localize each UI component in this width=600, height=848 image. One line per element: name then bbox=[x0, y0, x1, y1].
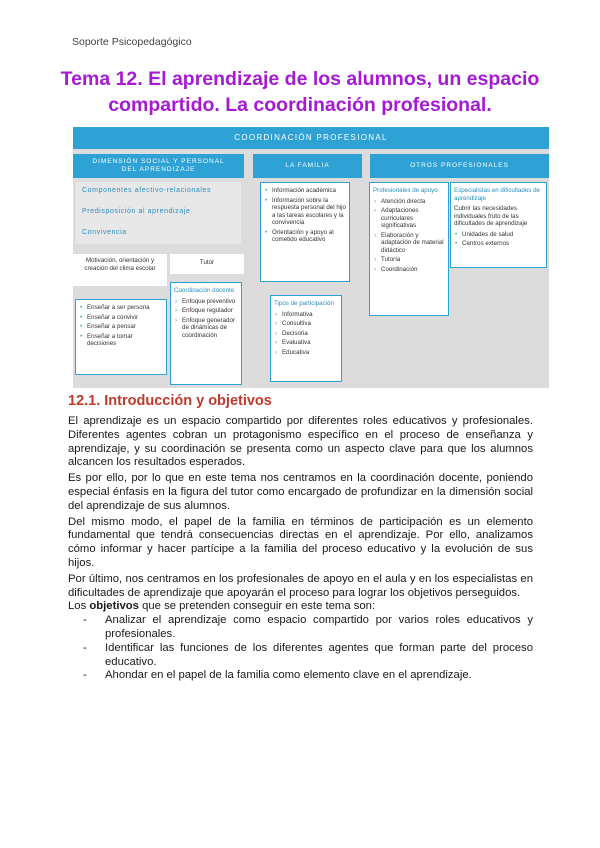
participation-box bbox=[270, 295, 342, 382]
page-header: Soporte Psicopedagógico bbox=[72, 36, 192, 48]
title-line-1: Tema 12. El aprendizaje de los alumnos, un espacio bbox=[60, 68, 540, 90]
objective-text: Ahondar en el papel de la familia como elemento clave en el aprendizaje. bbox=[105, 669, 472, 682]
paragraph-1: El aprendizaje es un espacio compartido por diferentes roles educativos y profesionales. Diferentes agentes cobran un protagonismo específico en el proceso de enseñanza y aprendizaje, y su coordinación se presenta como un aspecto clave para que los alumnos alcancen los resultados esperados. bbox=[68, 415, 533, 469]
objective-item bbox=[83, 669, 533, 683]
list-item: › Enfoque preventivo bbox=[174, 298, 238, 306]
list-item: › Coordinación bbox=[373, 266, 445, 274]
coordination-diagram bbox=[73, 127, 549, 388]
dash-marker: - bbox=[83, 669, 87, 682]
support-title: Profesionales de apoyo bbox=[373, 187, 438, 194]
teacher-coordination-box bbox=[170, 282, 242, 385]
objective-item bbox=[83, 614, 533, 642]
list-item: › Elaboración y adaptación de material didáctico bbox=[373, 232, 445, 255]
list-item: › Adaptaciones curriculares significativas bbox=[373, 207, 445, 230]
social-item-2: Predisposición al aprendizaje bbox=[82, 208, 191, 215]
family-info-box bbox=[260, 182, 350, 282]
list-item: › Atención directa bbox=[373, 198, 445, 206]
participation-title: Tipos de participación bbox=[274, 300, 334, 307]
social-item-3: Convivencia bbox=[82, 229, 127, 236]
specialists-box bbox=[450, 182, 547, 268]
tutor-box: Tutor bbox=[170, 254, 244, 274]
list-item: › Tutoría bbox=[373, 256, 445, 264]
list-item: › Consultiva bbox=[274, 320, 338, 328]
dash-marker: - bbox=[83, 614, 87, 627]
objectives-intro-pre: Los bbox=[68, 600, 90, 613]
teaching-goals-box bbox=[75, 299, 167, 375]
list-item: • Orientación y apoyo al cometido educativo bbox=[264, 229, 346, 244]
paragraph-4: Por último, nos centramos en los profesionales de apoyo en el aula y en los especialistas en dificultades de aprendizaje que apoyarán el proceso para lograr los objetivos perseguidos. bbox=[68, 572, 533, 599]
objectives-intro bbox=[68, 600, 533, 614]
list-item: › Enfoque generador de dinámicas de coordinación bbox=[174, 317, 238, 340]
social-components-box bbox=[76, 182, 241, 244]
list-item: › Evaluativa bbox=[274, 339, 338, 347]
specialists-text: Cubrir las necesidades individuales fruto de las dificultades de aprendizaje bbox=[454, 205, 528, 227]
list-item: › Informativa bbox=[274, 311, 338, 319]
col-professionals-header: OTROS PROFESIONALES bbox=[370, 154, 549, 178]
objective-item bbox=[83, 641, 533, 670]
family-info-list bbox=[264, 187, 346, 244]
title-line-2: compartido. La coordinación profesional. bbox=[108, 94, 492, 116]
objectives-list bbox=[68, 614, 533, 683]
list-item: • Información académica bbox=[264, 187, 346, 195]
list-item: • Enseñar a ser persona bbox=[79, 304, 163, 312]
coordination-title: Coordinación docente bbox=[174, 287, 235, 294]
list-item: • Centros externos bbox=[454, 240, 543, 248]
paragraph-2: Es por ello, por lo que en este tema nos centramos en la coordinación docente, poniendo especial énfasis en la figura del tutor como encargado de profundizar en la dimensión social del aprendizaje de sus alumnos. bbox=[68, 472, 533, 512]
list-item: • Información sobre la respuesta personal del hijo a las tareas escolares y la convivencia bbox=[264, 197, 346, 227]
col-social-header-line2: DEL APRENDIZAJE bbox=[121, 166, 196, 173]
participation-list bbox=[274, 311, 338, 357]
social-item-1: Componentes afectivo-relacionales bbox=[82, 187, 212, 194]
support-list bbox=[373, 198, 445, 274]
list-item: • Enseñar a tomar decisiones bbox=[79, 333, 163, 348]
specialists-list bbox=[454, 231, 543, 248]
list-item: › Decisoria bbox=[274, 330, 338, 338]
objective-text: Analizar el aprendizaje como espacio compartido por varios roles educativos y profesionales. bbox=[105, 614, 533, 640]
support-professionals-box bbox=[369, 182, 449, 316]
col-social-header bbox=[73, 154, 244, 178]
teaching-goals-list bbox=[79, 304, 163, 348]
diagram-banner: COORDINACIÓN PROFESIONAL bbox=[73, 127, 549, 149]
col-family-header: LA FAMILIA bbox=[253, 154, 362, 178]
list-item: › Enfoque regulador bbox=[174, 307, 238, 315]
list-item: • Enseñar a pensar bbox=[79, 323, 163, 331]
dash-marker: - bbox=[83, 641, 87, 654]
coordination-list bbox=[174, 298, 238, 340]
list-item: › Educativa bbox=[274, 349, 338, 357]
list-item: • Enseñar a convivir bbox=[79, 314, 163, 322]
specialists-title: Especialistas en dificultades de aprendizaje bbox=[454, 187, 540, 202]
section-title: 12.1. Introducción y objetivos bbox=[68, 393, 272, 409]
list-item: • Unidades de salud bbox=[454, 231, 543, 239]
body-text bbox=[68, 415, 533, 683]
paragraph-3: Del mismo modo, el papel de la familia en términos de participación es un elemento fundamental que tendrá consecuencias directas en el aprendizaje. Por ello, analizamos cómo informar y hacer partícipe a la familia del proceso educativo y la evolución de sus hijos. bbox=[68, 515, 533, 569]
objectives-bold: objetivos bbox=[89, 600, 139, 613]
objectives-intro-post: que se pretenden conseguir en este tema son: bbox=[138, 600, 376, 613]
page-title bbox=[40, 66, 560, 118]
objective-text: Identificar las funciones de los diferentes agentes que forman parte del proceso educativo. bbox=[105, 641, 533, 668]
col-social-header-line1: DIMENSIÓN SOCIAL Y PERSONAL bbox=[92, 158, 225, 165]
motivation-box: Motivación, orientación y creación del clima escolar bbox=[73, 254, 167, 286]
